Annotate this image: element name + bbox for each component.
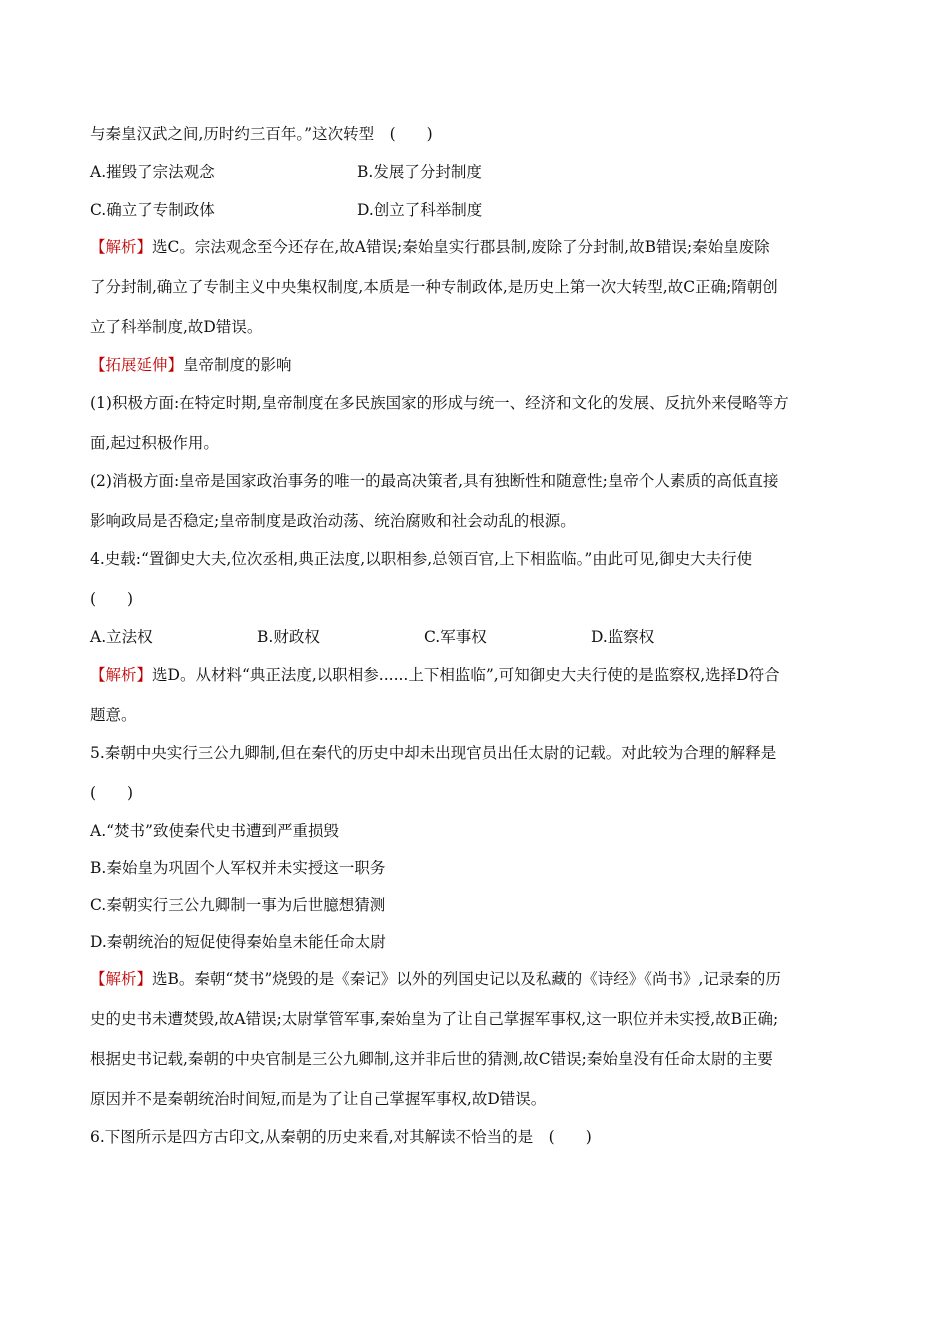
q5-analysis-line-3: 根据史书记载,秦朝的中央官制是三公九卿制,这并非后世的猜测,故C错误;秦始皇没有任命太尉的主要 [90,1050,773,1068]
q5-option-d: D.秦朝统治的短促使得秦始皇未能任命太尉 [90,933,386,951]
extension-line-2: 面,起过积极作用。 [90,434,219,452]
q4-analysis-line-2: 题意。 [90,706,137,724]
q5-analysis-line-4: 原因并不是秦朝统治时间短,而是为了让自己掌握军事权,故D错误。 [90,1090,547,1108]
q3-analysis-line-1: 【解析】选C。宗法观念至今还存在,故A错误;秦始皇实行郡县制,废除了分封制,故B错误;秦始皇废除 [90,238,770,256]
q5-stem-line-1: 5.秦朝中央实行三公九卿制,但在秦代的历史中却未出现官员出任太尉的记载。对此较为合理的解释是 [90,744,777,762]
extension-line-4: 影响政局是否稳定;皇帝制度是政治动荡、统治腐败和社会动乱的根源。 [90,512,576,530]
q4-analysis-line-1: 【解析】选D。从材料“典正法度,以职相参......上下相监临”,可知御史大夫行使的是监察权,选择D符合 [90,666,780,684]
q5-stem-line-2: ( ) [90,784,134,802]
q5-option-c: C.秦朝实行三公九卿制一事为后世臆想猜测 [90,896,386,914]
q5-option-a: A.“焚书”致使秦代史书遭到严重损毁 [90,822,339,840]
extension-line-1: (1)积极方面:在特定时期,皇帝制度在多民族国家的形成与统一、经济和文化的发展、反抗外来侵略等方 [90,394,789,412]
q3-analysis-line-3: 立了科举制度,故D错误。 [90,318,263,336]
analysis-tag: 【解析】 [90,238,153,256]
q3-analysis-line-2: 了分封制,确立了专制主义中央集权制度,本质是一种专制政体,是历史上第一次大转型,故C正确;隋朝创 [90,278,778,296]
q3-stem-tail: 与秦皇汉武之间,历时约三百年。”这次转型 ( ) [90,125,433,143]
q3-option-c: C.确立了专制政体 [90,201,215,219]
q4-stem-line-2: ( ) [90,590,134,608]
q4-option-b: B.财政权 [257,628,320,646]
q5-analysis-line-2: 史的史书未遭焚毁,故A错误;太尉掌管军事,秦始皇为了让自己掌握军事权,这一职位并未实授,故B正确; [90,1010,779,1028]
extension-tag: 【拓展延伸】 [90,356,184,374]
analysis-tag: 【解析】 [90,666,153,684]
q4-stem-line-1: 4.史载:“置御史大夫,位次丞相,典正法度,以职相参,总领百官,上下相监临。”由此可见,御史大夫行使 [90,550,753,568]
q6-stem: 6.下图所示是四方古印文,从秦朝的历史来看,对其解读不恰当的是 ( ) [90,1128,592,1146]
analysis-tag: 【解析】 [90,970,153,988]
q4-option-c: C.军事权 [424,628,487,646]
q3-option-d: D.创立了科举制度 [357,201,483,219]
q5-analysis-line-1: 【解析】选B。秦朝“焚书”烧毁的是《秦记》以外的列国史记以及私藏的《诗经》《尚书》,记录秦的历 [90,970,781,988]
q4-option-d: D.监察权 [591,628,655,646]
q5-option-b: B.秦始皇为巩固个人军权并未实授这一职务 [90,859,386,877]
extension-line-3: (2)消极方面:皇帝是国家政治事务的唯一的最高决策者,具有独断性和随意性;皇帝个人素质的高低直接 [90,472,779,490]
q3-option-b: B.发展了分封制度 [357,163,482,181]
q4-option-a: A.立法权 [90,628,153,646]
q3-option-a: A.摧毁了宗法观念 [90,163,215,181]
extension-heading: 【拓展延伸】皇帝制度的影响 [90,356,292,374]
